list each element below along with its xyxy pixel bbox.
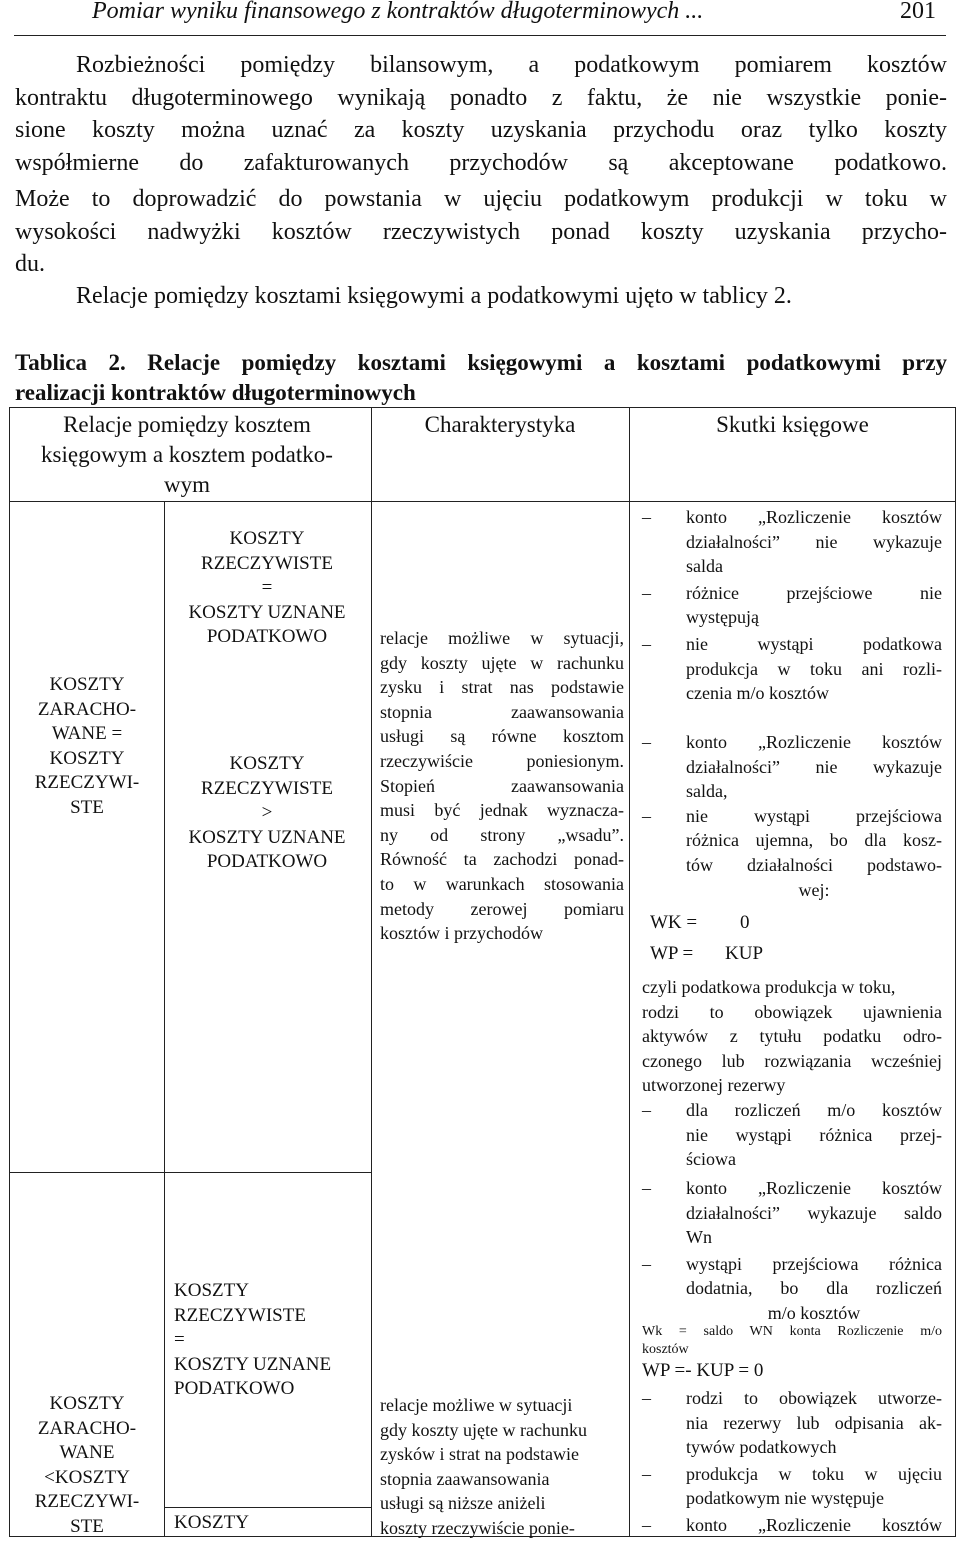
group1-effects1: [642, 505, 942, 706]
paragraph-2: [15, 183, 947, 281]
dash-icon: –: [642, 805, 651, 826]
effect-item: – konto „Rozliczenie kosztów: [642, 1513, 942, 1538]
table-divider: [164, 1507, 371, 1508]
text-line: Rozbieżności pomiędzy bilansowym, a podatkowym pomiarem kosztów: [76, 52, 947, 78]
text-line: du.: [15, 251, 45, 278]
group2-effects2: [642, 1386, 942, 1538]
effect-item: – konto „Rozliczenie kosztów działalności” wykazuje saldo Wn: [642, 1178, 942, 1248]
dash-icon: –: [642, 1514, 651, 1535]
table-divider: [371, 407, 372, 1537]
caption-line: Tablica 2. Relacje pomiędzy kosztami księgowymi a kosztami podatkowymi przy: [15, 350, 947, 375]
table-caption: [15, 348, 947, 408]
group1-label: KOSZTY ZARACHO- WANE = KOSZTY RZECZYWI- STE: [34, 674, 140, 818]
wp-formula: WP = KUP: [650, 943, 764, 964]
effect-item: – nie wystąpi podatkowa produkcja w toku ani rozli- czenia m/o kosztów: [642, 633, 942, 704]
wp-formula-2: WP =- KUP = 0: [642, 1360, 764, 1381]
dash-icon: –: [642, 507, 651, 527]
effect-item: – różnice przejściowe nie występują: [642, 582, 942, 628]
effect-item: – produkcja w toku w ujęciu podatkowym nie występuje: [642, 1463, 942, 1509]
header-relations: Relacje pomiędzy kosztem księgowym a kosztem podatko- wym: [41, 412, 333, 497]
text-line: współmierne do zafakturowanych przychodów są akceptowane podatkowo.: [15, 150, 947, 177]
group1-sub1: KOSZTY RZECZYWISTE = KOSZTY UZNANE PODATKOWO: [188, 528, 346, 648]
caption-line: realizacji kontraktów długoterminowych: [15, 380, 416, 405]
table-divider: [629, 407, 630, 1537]
group1-description: relacje możliwe w sytuacji, gdy koszty ujęte w rachunku zysku i strat nas podstawie stopnia zaawansowania usługi są równe kosztom rzeczywiście poniesionym. Stopień zaawansowania musi być jednak wyznacza- ny od strony „wsadu”. Równość ta zachodzi ponad- to w warunkach stosowania metody zerowej pomiaru kosztów i przychodów: [380, 628, 624, 944]
text-line: kontraktu długoterminowego wynikają ponadto z faktu, że nie wszystkie ponie-: [15, 84, 947, 111]
dash-icon: –: [642, 1099, 651, 1120]
wk-formula: WK = 0: [650, 912, 750, 933]
group2-description: relacje możliwe w sytuacji gdy koszty ujęte w rachunku zysków i strat na podstawie stopnia zaawansowania usługi są niższe aniżeli koszty rzeczywiście ponie-: [380, 1395, 587, 1538]
dash-icon: –: [642, 732, 651, 752]
dash-icon: –: [642, 1178, 651, 1198]
page-number: 201: [900, 0, 936, 24]
effect-item: – konto „Rozliczenie kosztów działalności” nie wykazuje salda: [642, 507, 942, 577]
header-accounting-effects: Skutki księgowe: [716, 412, 869, 437]
effect-item: – dla rozliczeń m/o kosztów nie wystąpi różnica przej- ściowa: [642, 1099, 942, 1170]
paragraph-1: [15, 49, 947, 180]
group1-effects2-text: czyli podatkowa produkcja w toku, rodzi to obowiązek ujawnienia aktywów z tytułu podatku odro- czonego lub rozwiązania wcześniej utworzonej rezerwy – dla rozliczeń m/o kosztów nie wystąpi różnica przej- ściowa: [642, 975, 942, 1172]
wk-note: Wk = saldo WN konta Rozliczenie m/o kosztów: [642, 1324, 942, 1357]
group1-sub2: KOSZTY RZECZYWISTE > KOSZTY UZNANE PODATKOWO: [188, 753, 346, 873]
running-header-title: Pomiar wyniku finansowego z kontraktów długoterminowych ...: [92, 0, 704, 24]
group2-label: KOSZTY ZARACHO- WANE <KOSZTY RZECZYWI- STE: [34, 1393, 140, 1537]
dash-icon: –: [642, 1388, 651, 1408]
dash-icon: –: [642, 1253, 651, 1274]
group2-sub1: KOSZTY RZECZYWISTE = KOSZTY UZNANE PODATKOWO: [174, 1280, 332, 1400]
effect-item: – nie wystąpi przejściowa różnica ujemna, bo dla kosz- tów działalności podstawo- wej:: [642, 805, 942, 900]
table-divider: [164, 501, 165, 1537]
header-rule: [14, 35, 946, 36]
text-line: sione koszty można uznać za koszty uzyskania przychodu oraz tylko koszty: [15, 117, 947, 144]
group1-effects2: [642, 730, 942, 902]
text-line: wysokości nadwyżki kosztów rzeczywistych ponad koszty uzyskania przycho-: [15, 218, 947, 245]
group2-effects1: [642, 1176, 942, 1326]
group2-sub2: KOSZTY: [174, 1512, 249, 1533]
header-characteristics: Charakterystyka: [424, 412, 576, 437]
effect-item: – wystąpi przejściowa różnica dodatnia, bo dla rozliczeń m/o kosztów: [642, 1253, 942, 1323]
dash-icon: –: [642, 582, 651, 603]
paragraph-3: Relacje pomiędzy kosztami księgowymi a podatkowymi ujęto w tablicy 2.: [76, 283, 792, 309]
effect-item: – rodzi to obowiązek utworze- nia rezerwy lub odpisania ak- tywów podatkowych: [642, 1388, 942, 1458]
table-divider: [9, 501, 956, 502]
table-divider: [9, 1172, 371, 1173]
dash-icon: –: [642, 633, 651, 654]
effect-item: – konto „Rozliczenie kosztów działalności” nie wykazuje salda,: [642, 732, 942, 802]
dash-icon: –: [642, 1463, 651, 1484]
text-line: Może to doprowadzić do powstania w ujęciu podatkowym produkcji w toku w: [15, 186, 947, 212]
